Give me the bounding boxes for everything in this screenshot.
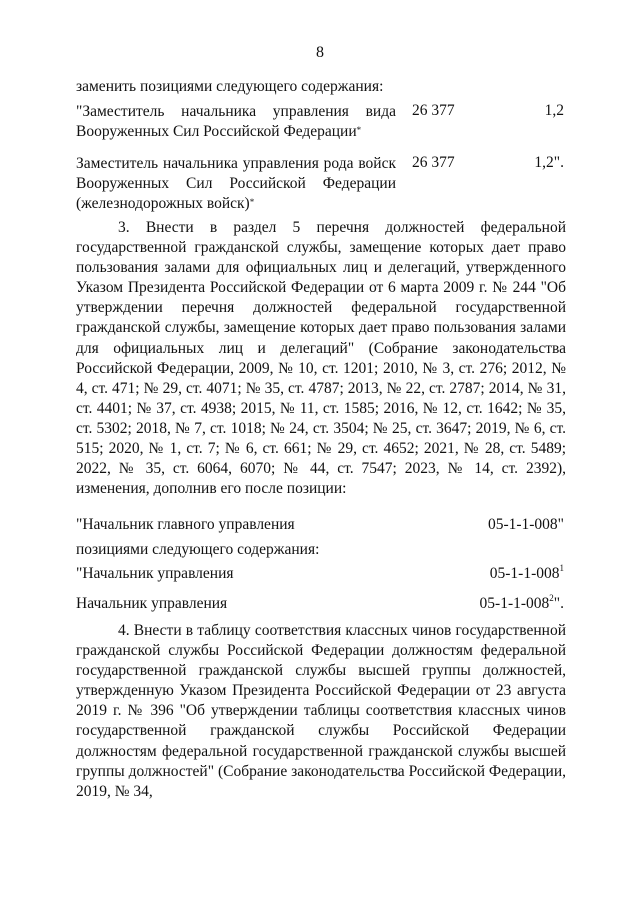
head-position-code: 05-1-1-008" [487,516,564,533]
page-number: 8 [316,44,324,61]
section-4-paragraph: 4. Внести в таблицу соответствия классных чинов государственной гражданской службы Российской Федерации должностям федеральной государственной гражданской службы высшей группы должностей, утвержденную Указом Президента Российской Федерации от 23 августа 2019 г. № 396 "Об утверждении таблицы соответствия классных чинов государственной гражданской службы Российской Федерации должностям федеральной государственной гражданской службы высшей группы должностей" (Собрание законодательства Российской Федерации, 2019, № 34, [76,622,566,800]
position-title-text: "Заместитель начальника управления вида Вооруженных Сил Российской Федерации [76,103,396,140]
head-position-title: "Начальник главного управления [76,516,295,533]
position-coef-2: 1,2". [534,154,564,171]
section-3-paragraph: 3. Внести в раздел 5 перечня должностей федеральной государственной гражданской службы, замещение которых дает право пользования залами для официальных лиц и делегаций, утвержденного Указом Президента Российской Федерации от 6 марта 2009 г. № 244 "Об утверждении перечня должностей федеральной государственной гражданской службы, замещение которых дает право пользования залами для официальных лиц и делегаций" (Собрание законодательства Российской Федерации, 2009, № 10, ст. 1201; 2010, № 3, ст. 276; 2012, № 4, ст. 471; № 29, ст. 4071; № 35, ст. 4787; 2013, № 22, ст. 2787; 2014, № 31, ст. 4401; № 37, ст. 4938; 2015, № 11, ст. 1585; 2016, № 12, ст. 1642; № 35, ст. 5302; 2018, № 7, ст. 1018; № 24, ст. 3504; № 25, ст. 3647; 2019, № 6, ст. 515; 2020, № 1, ст. 7; № 6, ст. 661; № 29, ст. 4652; 2021, № 28, ст. 5489; 2022, № 35, ст. 6064, 6070; № 44, ст. 7547; 2023, № 14, ст. 2392), изменения, дополнив его после позиции: [76,219,566,498]
position-coef-1: 1,2 [544,102,564,119]
footnote-mark: * [356,125,362,135]
new-position-code-1 [380,565,564,583]
new-position-title-2: Начальник управления [76,595,228,612]
new-position-title-1: "Начальник управления [76,565,234,582]
position-title-text: Заместитель начальника управления рода войск Вооруженных Сил Российской Федерации (железнодорожных войск) [76,155,396,212]
intro-positions-text: позициями следующего содержания: [76,541,320,558]
code-tail: ". [553,595,564,612]
footnote-mark: * [249,197,255,207]
code-text: 05-1-1-008 [479,595,550,612]
position-title-1 [76,102,396,142]
position-code-2: 26 377 [412,154,455,171]
footnote-mark: 1 [559,563,564,573]
new-position-code-2 [380,595,564,613]
footnote-mark: 2 [549,593,554,603]
position-title-2 [76,154,396,214]
position-code-1: 26 377 [412,102,455,119]
code-text: 05-1-1-008 [489,565,560,582]
intro-replace-text: заменить позициями следующего содержания: [76,78,384,95]
